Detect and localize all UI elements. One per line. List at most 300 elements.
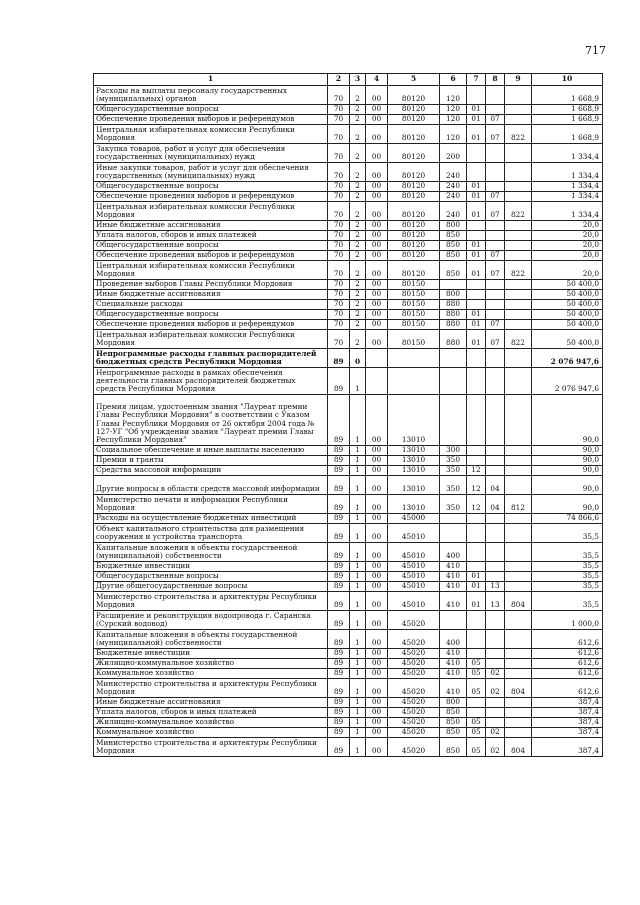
table-row	[94, 475, 603, 494]
row-code-6-cell: 410	[440, 591, 467, 610]
row-code-4-cell: 00	[366, 143, 388, 162]
row-amount-cell: 1 668,9	[532, 104, 603, 114]
row-code-3-cell: 2	[350, 240, 366, 250]
row-code-7-cell	[467, 629, 486, 648]
row-code-4-cell	[366, 367, 388, 394]
row-name-cell: Центральная избирательная комиссия Республики Мордовия	[94, 329, 328, 348]
row-code-4-cell: 00	[366, 737, 388, 756]
row-code-2-cell: 70	[328, 181, 350, 191]
table-row	[94, 571, 603, 581]
row-code-6-cell: 880	[440, 299, 467, 309]
row-amount-cell: 1 334,4	[532, 191, 603, 201]
row-code-3-cell: 2	[350, 85, 366, 104]
row-code-7-cell	[467, 610, 486, 629]
row-name-cell: Министерство строительства и архитектуры Республики Мордовия	[94, 591, 328, 610]
row-code-6-cell: 120	[440, 104, 467, 114]
row-name-cell: Объект капитального строительства для размещения сооружения и устройства транспорта	[94, 523, 328, 542]
row-code-2-cell: 89	[328, 445, 350, 455]
table-row	[94, 494, 603, 513]
row-code-9-cell	[505, 181, 532, 191]
table-row	[94, 542, 603, 561]
row-code-2-cell: 70	[328, 124, 350, 143]
row-amount-cell: 90,0	[532, 455, 603, 465]
row-code-8-cell	[486, 289, 505, 299]
row-code-3-cell: 1	[350, 367, 366, 394]
row-code-9-cell: 804	[505, 737, 532, 756]
row-code-2-cell: 89	[328, 475, 350, 494]
row-code-9-cell	[505, 668, 532, 678]
row-code-6-cell: 410	[440, 658, 467, 668]
row-code-2-cell: 89	[328, 348, 350, 367]
row-code-2-cell: 89	[328, 494, 350, 513]
row-code-4-cell: 00	[366, 581, 388, 591]
row-code-6-cell: 410	[440, 561, 467, 571]
row-code-8-cell	[486, 707, 505, 717]
table-row	[94, 124, 603, 143]
row-code-7-cell: 05	[467, 678, 486, 697]
row-amount-cell: 50 400,0	[532, 319, 603, 329]
row-code-2-cell: 70	[328, 191, 350, 201]
row-code-3-cell: 1	[350, 668, 366, 678]
row-name-cell: Премия лицам, удостоенным звания "Лауреат премии Главы Республики Мордовия" в соответствии с Указом Главы Республики Мордовия от 26 октября 2004 года № 127-УГ "Об учреждении звания "Лауреат премии Главы Республики Мордовия"	[94, 394, 328, 445]
row-code-9-cell	[505, 523, 532, 542]
row-code-5-cell: 80120	[388, 85, 440, 104]
row-code-6-cell: 410	[440, 648, 467, 658]
table-row	[94, 240, 603, 250]
row-name-cell: Специальные расходы	[94, 299, 328, 309]
page-number: 717	[585, 44, 606, 57]
row-name-cell: Коммунальное хозяйство	[94, 727, 328, 737]
table-row	[94, 104, 603, 114]
row-code-2-cell: 89	[328, 561, 350, 571]
row-code-3-cell: 0	[350, 348, 366, 367]
row-code-3-cell: 1	[350, 717, 366, 727]
row-name-cell: Жилищно-коммунальное хозяйство	[94, 658, 328, 668]
row-code-5-cell: 80120	[388, 114, 440, 124]
row-code-4-cell: 00	[366, 513, 388, 523]
row-code-5-cell: 13010	[388, 394, 440, 445]
header-cell-4: 4	[366, 74, 388, 86]
row-name-cell: Уплата налогов, сборов и иных платежей	[94, 707, 328, 717]
row-code-9-cell: 804	[505, 591, 532, 610]
row-code-6-cell: 350	[440, 455, 467, 465]
row-code-8-cell	[486, 394, 505, 445]
row-code-8-cell: 07	[486, 114, 505, 124]
row-name-cell: Министерство строительства и архитектуры Республики Мордовия	[94, 678, 328, 697]
row-code-2-cell: 89	[328, 629, 350, 648]
row-code-4-cell: 00	[366, 260, 388, 279]
row-code-5-cell: 80150	[388, 319, 440, 329]
row-code-5-cell: 13010	[388, 445, 440, 455]
table-row	[94, 114, 603, 124]
row-code-7-cell: 05	[467, 717, 486, 727]
header-cell-3: 3	[350, 74, 366, 86]
row-code-2-cell: 70	[328, 104, 350, 114]
table-row	[94, 394, 603, 445]
row-code-9-cell	[505, 394, 532, 445]
row-amount-cell: 90,0	[532, 475, 603, 494]
row-code-7-cell: 01	[467, 329, 486, 348]
row-amount-cell: 90,0	[532, 494, 603, 513]
table-row	[94, 648, 603, 658]
budget-table	[93, 73, 603, 757]
row-code-2-cell: 89	[328, 523, 350, 542]
row-code-3-cell: 1	[350, 561, 366, 571]
row-code-8-cell: 02	[486, 737, 505, 756]
row-code-7-cell	[467, 367, 486, 394]
row-code-3-cell: 1	[350, 581, 366, 591]
row-code-3-cell: 1	[350, 523, 366, 542]
row-name-cell: Капитальные вложения в объекты государственной (муниципальной) собственности	[94, 542, 328, 561]
row-code-7-cell	[467, 707, 486, 717]
row-code-4-cell: 00	[366, 201, 388, 220]
table-row	[94, 85, 603, 104]
row-name-cell: Расходы на осуществление бюджетных инвестиций	[94, 513, 328, 523]
row-code-8-cell: 07	[486, 201, 505, 220]
row-code-6-cell: 800	[440, 697, 467, 707]
row-name-cell: Иные бюджетные ассигнования	[94, 289, 328, 299]
row-code-6-cell: 240	[440, 181, 467, 191]
row-code-8-cell	[486, 309, 505, 319]
row-code-5-cell: 45000	[388, 513, 440, 523]
row-code-5-cell: 45010	[388, 561, 440, 571]
table-row	[94, 717, 603, 727]
row-code-9-cell	[505, 162, 532, 181]
row-code-6-cell: 850	[440, 717, 467, 727]
row-code-4-cell: 00	[366, 727, 388, 737]
row-code-6-cell: 850	[440, 707, 467, 717]
row-code-4-cell: 00	[366, 465, 388, 475]
table-row	[94, 260, 603, 279]
row-code-4-cell: 00	[366, 289, 388, 299]
row-code-9-cell	[505, 629, 532, 648]
row-code-6-cell	[440, 513, 467, 523]
row-code-2-cell: 70	[328, 250, 350, 260]
row-code-5-cell: 80120	[388, 124, 440, 143]
table-row	[94, 465, 603, 475]
row-name-cell: Непрограммные расходы в рамках обеспечения деятельности главных распорядителей бюджетных средств Республики Мордовия	[94, 367, 328, 394]
row-code-5-cell: 13010	[388, 455, 440, 465]
row-code-2-cell: 70	[328, 201, 350, 220]
row-amount-cell: 2 076 947,6	[532, 348, 603, 367]
row-code-9-cell	[505, 289, 532, 299]
row-code-4-cell: 00	[366, 629, 388, 648]
table-row	[94, 727, 603, 737]
row-code-4-cell: 00	[366, 707, 388, 717]
table-row	[94, 367, 603, 394]
row-code-5-cell: 80120	[388, 240, 440, 250]
row-code-8-cell	[486, 299, 505, 309]
row-code-9-cell	[505, 319, 532, 329]
row-code-4-cell: 00	[366, 591, 388, 610]
row-code-7-cell	[467, 445, 486, 455]
row-code-7-cell: 01	[467, 240, 486, 250]
row-code-5-cell: 80150	[388, 309, 440, 319]
row-code-4-cell: 00	[366, 697, 388, 707]
row-amount-cell: 20,0	[532, 240, 603, 250]
row-code-9-cell: 812	[505, 494, 532, 513]
row-code-9-cell	[505, 143, 532, 162]
row-code-4-cell: 00	[366, 329, 388, 348]
row-code-5-cell: 45020	[388, 629, 440, 648]
row-code-6-cell: 850	[440, 230, 467, 240]
row-code-7-cell	[467, 348, 486, 367]
row-name-cell: Иные бюджетные ассигнования	[94, 220, 328, 230]
row-code-2-cell: 89	[328, 707, 350, 717]
row-code-4-cell: 00	[366, 542, 388, 561]
row-code-3-cell: 2	[350, 319, 366, 329]
row-code-2-cell: 89	[328, 727, 350, 737]
row-code-4-cell: 00	[366, 250, 388, 260]
row-code-4-cell: 00	[366, 240, 388, 250]
row-code-7-cell: 01	[467, 124, 486, 143]
row-amount-cell: 35,5	[532, 591, 603, 610]
row-code-7-cell: 12	[467, 465, 486, 475]
row-code-5-cell: 45020	[388, 610, 440, 629]
row-code-9-cell	[505, 465, 532, 475]
row-code-6-cell: 350	[440, 465, 467, 475]
row-code-3-cell: 1	[350, 513, 366, 523]
row-code-8-cell	[486, 571, 505, 581]
row-code-9-cell	[505, 279, 532, 289]
row-code-3-cell: 1	[350, 591, 366, 610]
row-code-9-cell	[505, 717, 532, 727]
row-code-3-cell: 2	[350, 279, 366, 289]
table-row	[94, 329, 603, 348]
row-code-6-cell: 850	[440, 240, 467, 250]
row-code-5-cell: 80120	[388, 191, 440, 201]
row-name-cell: Министерство строительства и архитектуры Республики Мордовия	[94, 737, 328, 756]
row-code-8-cell: 13	[486, 591, 505, 610]
row-code-3-cell: 1	[350, 629, 366, 648]
row-code-9-cell	[505, 309, 532, 319]
row-code-7-cell: 01	[467, 201, 486, 220]
row-amount-cell: 1 334,4	[532, 162, 603, 181]
row-code-8-cell: 13	[486, 581, 505, 591]
row-code-7-cell	[467, 220, 486, 230]
row-amount-cell: 20,0	[532, 250, 603, 260]
row-amount-cell: 35,5	[532, 571, 603, 581]
row-code-3-cell: 1	[350, 465, 366, 475]
row-code-8-cell	[486, 445, 505, 455]
row-code-9-cell: 822	[505, 124, 532, 143]
row-code-5-cell: 45020	[388, 697, 440, 707]
row-code-4-cell: 00	[366, 455, 388, 465]
row-code-6-cell: 200	[440, 143, 467, 162]
row-code-8-cell: 02	[486, 678, 505, 697]
row-code-7-cell	[467, 561, 486, 571]
row-code-2-cell: 89	[328, 394, 350, 445]
row-name-cell: Социальное обеспечение и иные выплаты населению	[94, 445, 328, 455]
row-code-5-cell: 80120	[388, 250, 440, 260]
row-code-6-cell	[440, 394, 467, 445]
row-code-8-cell	[486, 279, 505, 289]
row-code-6-cell: 880	[440, 309, 467, 319]
row-code-7-cell: 01	[467, 181, 486, 191]
row-code-3-cell: 1	[350, 648, 366, 658]
table-row	[94, 250, 603, 260]
row-code-8-cell	[486, 465, 505, 475]
row-amount-cell: 1 334,4	[532, 201, 603, 220]
row-code-2-cell: 70	[328, 309, 350, 319]
row-name-cell: Общегосударственные вопросы	[94, 240, 328, 250]
row-code-2-cell: 89	[328, 678, 350, 697]
row-code-6-cell: 410	[440, 668, 467, 678]
row-code-2-cell: 89	[328, 542, 350, 561]
row-code-8-cell	[486, 648, 505, 658]
row-code-5-cell: 45010	[388, 571, 440, 581]
row-code-4-cell: 00	[366, 445, 388, 455]
row-code-4-cell: 00	[366, 394, 388, 445]
row-code-9-cell	[505, 220, 532, 230]
row-code-6-cell: 850	[440, 250, 467, 260]
row-code-2-cell: 89	[328, 658, 350, 668]
row-code-7-cell: 01	[467, 260, 486, 279]
row-code-6-cell: 240	[440, 201, 467, 220]
row-code-6-cell: 880	[440, 329, 467, 348]
row-amount-cell: 50 400,0	[532, 279, 603, 289]
table-row	[94, 581, 603, 591]
row-code-3-cell: 1	[350, 475, 366, 494]
row-code-2-cell: 70	[328, 162, 350, 181]
row-code-8-cell: 07	[486, 124, 505, 143]
row-code-9-cell: 822	[505, 201, 532, 220]
row-code-6-cell: 300	[440, 445, 467, 455]
row-code-7-cell: 01	[467, 581, 486, 591]
row-code-8-cell	[486, 162, 505, 181]
row-name-cell: Центральная избирательная комиссия Республики Мордовия	[94, 201, 328, 220]
row-code-7-cell	[467, 230, 486, 240]
row-code-3-cell: 1	[350, 737, 366, 756]
row-amount-cell: 20,0	[532, 230, 603, 240]
row-code-4-cell: 00	[366, 220, 388, 230]
row-code-6-cell: 880	[440, 319, 467, 329]
row-code-7-cell: 01	[467, 309, 486, 319]
table-row	[94, 591, 603, 610]
row-code-5-cell: 13010	[388, 465, 440, 475]
row-code-6-cell: 410	[440, 571, 467, 581]
row-code-4-cell: 00	[366, 85, 388, 104]
row-code-6-cell	[440, 279, 467, 289]
row-code-2-cell: 89	[328, 591, 350, 610]
row-code-5-cell	[388, 348, 440, 367]
row-code-5-cell: 80120	[388, 220, 440, 230]
row-code-6-cell: 120	[440, 124, 467, 143]
row-amount-cell: 50 400,0	[532, 299, 603, 309]
row-code-4-cell: 00	[366, 668, 388, 678]
row-code-8-cell: 04	[486, 494, 505, 513]
row-code-8-cell	[486, 513, 505, 523]
row-code-2-cell: 70	[328, 299, 350, 309]
table-row	[94, 523, 603, 542]
row-code-7-cell	[467, 299, 486, 309]
row-code-4-cell: 00	[366, 114, 388, 124]
row-code-7-cell	[467, 542, 486, 561]
row-code-4-cell: 00	[366, 610, 388, 629]
row-code-7-cell: 01	[467, 250, 486, 260]
row-name-cell: Уплата налогов, сборов и иных платежей	[94, 230, 328, 240]
table-row	[94, 279, 603, 289]
header-cell-name: 1	[94, 74, 328, 86]
table-row	[94, 143, 603, 162]
row-code-5-cell: 45020	[388, 678, 440, 697]
row-code-3-cell: 2	[350, 181, 366, 191]
row-code-8-cell: 02	[486, 668, 505, 678]
row-name-cell: Расходы на выплаты персоналу государственных (муниципальных) органов	[94, 85, 328, 104]
row-code-3-cell: 1	[350, 455, 366, 465]
table-row	[94, 348, 603, 367]
row-code-4-cell: 00	[366, 309, 388, 319]
row-code-4-cell: 00	[366, 191, 388, 201]
row-code-8-cell	[486, 143, 505, 162]
row-code-9-cell	[505, 581, 532, 591]
row-code-7-cell: 01	[467, 591, 486, 610]
row-amount-cell: 2 076 947,6	[532, 367, 603, 394]
row-code-9-cell	[505, 513, 532, 523]
row-amount-cell: 612,6	[532, 648, 603, 658]
row-amount-cell: 74 866,6	[532, 513, 603, 523]
row-name-cell: Министерство печати и информации Республики Мордовия	[94, 494, 328, 513]
row-code-4-cell: 00	[366, 571, 388, 581]
row-amount-cell: 50 400,0	[532, 309, 603, 319]
row-amount-cell: 50 400,0	[532, 289, 603, 299]
row-code-5-cell: 45020	[388, 717, 440, 727]
row-name-cell: Центральная избирательная комиссия Республики Мордовия	[94, 124, 328, 143]
row-code-6-cell	[440, 367, 467, 394]
row-code-3-cell: 2	[350, 124, 366, 143]
row-code-6-cell	[440, 348, 467, 367]
table-row	[94, 561, 603, 571]
row-code-7-cell: 01	[467, 571, 486, 581]
row-amount-cell: 1 334,4	[532, 143, 603, 162]
row-code-9-cell: 804	[505, 678, 532, 697]
row-name-cell: Обеспечение проведения выборов и референдумов	[94, 114, 328, 124]
row-code-6-cell: 800	[440, 220, 467, 230]
row-code-9-cell	[505, 348, 532, 367]
row-code-8-cell: 07	[486, 260, 505, 279]
row-code-9-cell	[505, 191, 532, 201]
row-name-cell: Иные закупки товаров, работ и услуг для обеспечения государственных (муниципальных) нужд	[94, 162, 328, 181]
row-code-8-cell: 07	[486, 319, 505, 329]
row-code-7-cell	[467, 85, 486, 104]
row-amount-cell: 1 668,9	[532, 114, 603, 124]
table-row	[94, 707, 603, 717]
table-row	[94, 299, 603, 309]
row-code-5-cell: 45010	[388, 542, 440, 561]
row-code-9-cell: 822	[505, 260, 532, 279]
table-row	[94, 678, 603, 697]
row-code-7-cell: 01	[467, 319, 486, 329]
table-row	[94, 230, 603, 240]
row-code-8-cell: 04	[486, 475, 505, 494]
row-code-2-cell: 70	[328, 114, 350, 124]
row-code-8-cell	[486, 220, 505, 230]
row-code-3-cell: 1	[350, 678, 366, 697]
table-row	[94, 445, 603, 455]
row-code-3-cell: 2	[350, 104, 366, 114]
row-code-4-cell	[366, 348, 388, 367]
row-code-6-cell: 800	[440, 289, 467, 299]
row-code-3-cell: 1	[350, 707, 366, 717]
row-code-9-cell	[505, 85, 532, 104]
row-code-6-cell	[440, 610, 467, 629]
row-amount-cell: 1 668,9	[532, 85, 603, 104]
row-code-7-cell: 05	[467, 668, 486, 678]
row-code-5-cell: 45010	[388, 591, 440, 610]
row-code-2-cell: 89	[328, 610, 350, 629]
row-code-2-cell: 89	[328, 697, 350, 707]
row-amount-cell: 35,5	[532, 561, 603, 571]
